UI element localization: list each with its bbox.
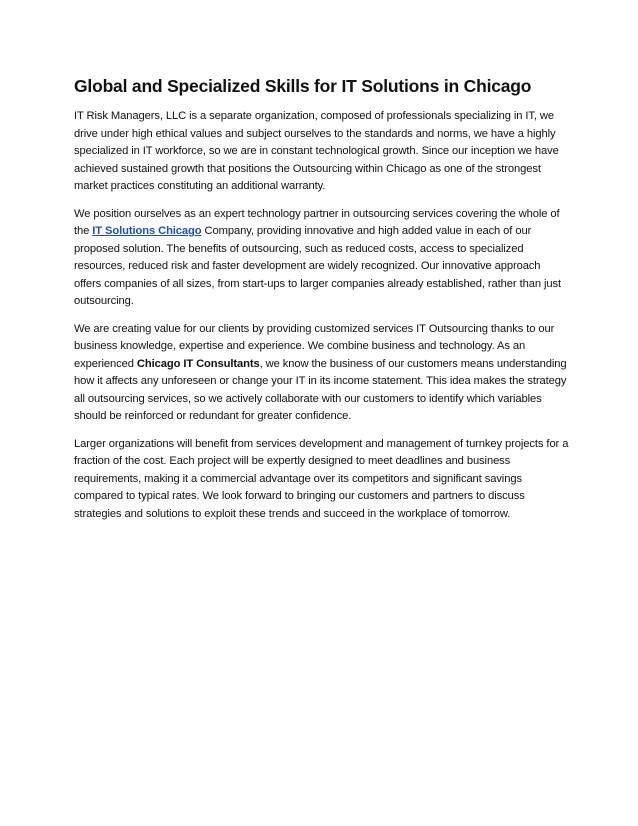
document-title: Global and Specialized Skills for IT Solutions in Chicago <box>74 76 532 96</box>
paragraph-value <box>74 321 570 426</box>
paragraph-value-text-after: , we know the business of our customers means understanding how it affects any unforeseen or change your IT in its income statement. This idea makes the strategy all outsourcing services, so we actively collaborate with our customers to identify which variables should be reinforced or redundant for greater confidence. <box>74 357 567 422</box>
document-page <box>74 74 570 533</box>
paragraph-positioning-text-after: Company, providing innovative and high added value in each of our proposed solution. The benefits of outsourcing, such as reduced costs, access to specialized resources, reduced risk and faster development are widely recognized. Our innovative approach offers companies of all sizes, from start-ups to larger companies already established, rather than just outsourcing. <box>74 225 561 307</box>
chicago-it-consultants-emphasis: Chicago IT Consultants <box>136 357 260 370</box>
paragraph-value-text-before: We are creating value for our clients by providing customized services IT Outsourcing thanks to our business knowledge, expertise and experience. We combine business and technology. As an experienced <box>74 322 555 370</box>
paragraph-positioning-text-before: We position ourselves as an expert technology partner in outsourcing services covering the whole of the <box>74 207 560 237</box>
paragraph-intro: IT Risk Managers, LLC is a separate organization, composed of professionals specializing in IT, we drive under high ethical values and subject ourselves to the standards and norms, we have a highly specialized in IT workforce, so we are in constant technological growth. Since our inception we have achieved sustained growth that positions the Outsourcing within Chicago as one of the strongest market practices constituting an additional warranty. <box>74 110 559 192</box>
it-solutions-chicago-link[interactable]: IT Solutions Chicago <box>92 225 202 237</box>
paragraph-larger-organizations: Larger organizations will benefit from services development and management of turnkey projects for a fraction of the cost. Each project will be expertly designed to meet deadlines and business requirements, making it a commercial advantage over its competitors and significant savings compared to typical rates. We look forward to bringing our customers and partners to discuss strategies and solutions to exploit these trends and succeed in the workplace of tomorrow. <box>74 437 569 520</box>
paragraph-positioning <box>74 206 570 311</box>
